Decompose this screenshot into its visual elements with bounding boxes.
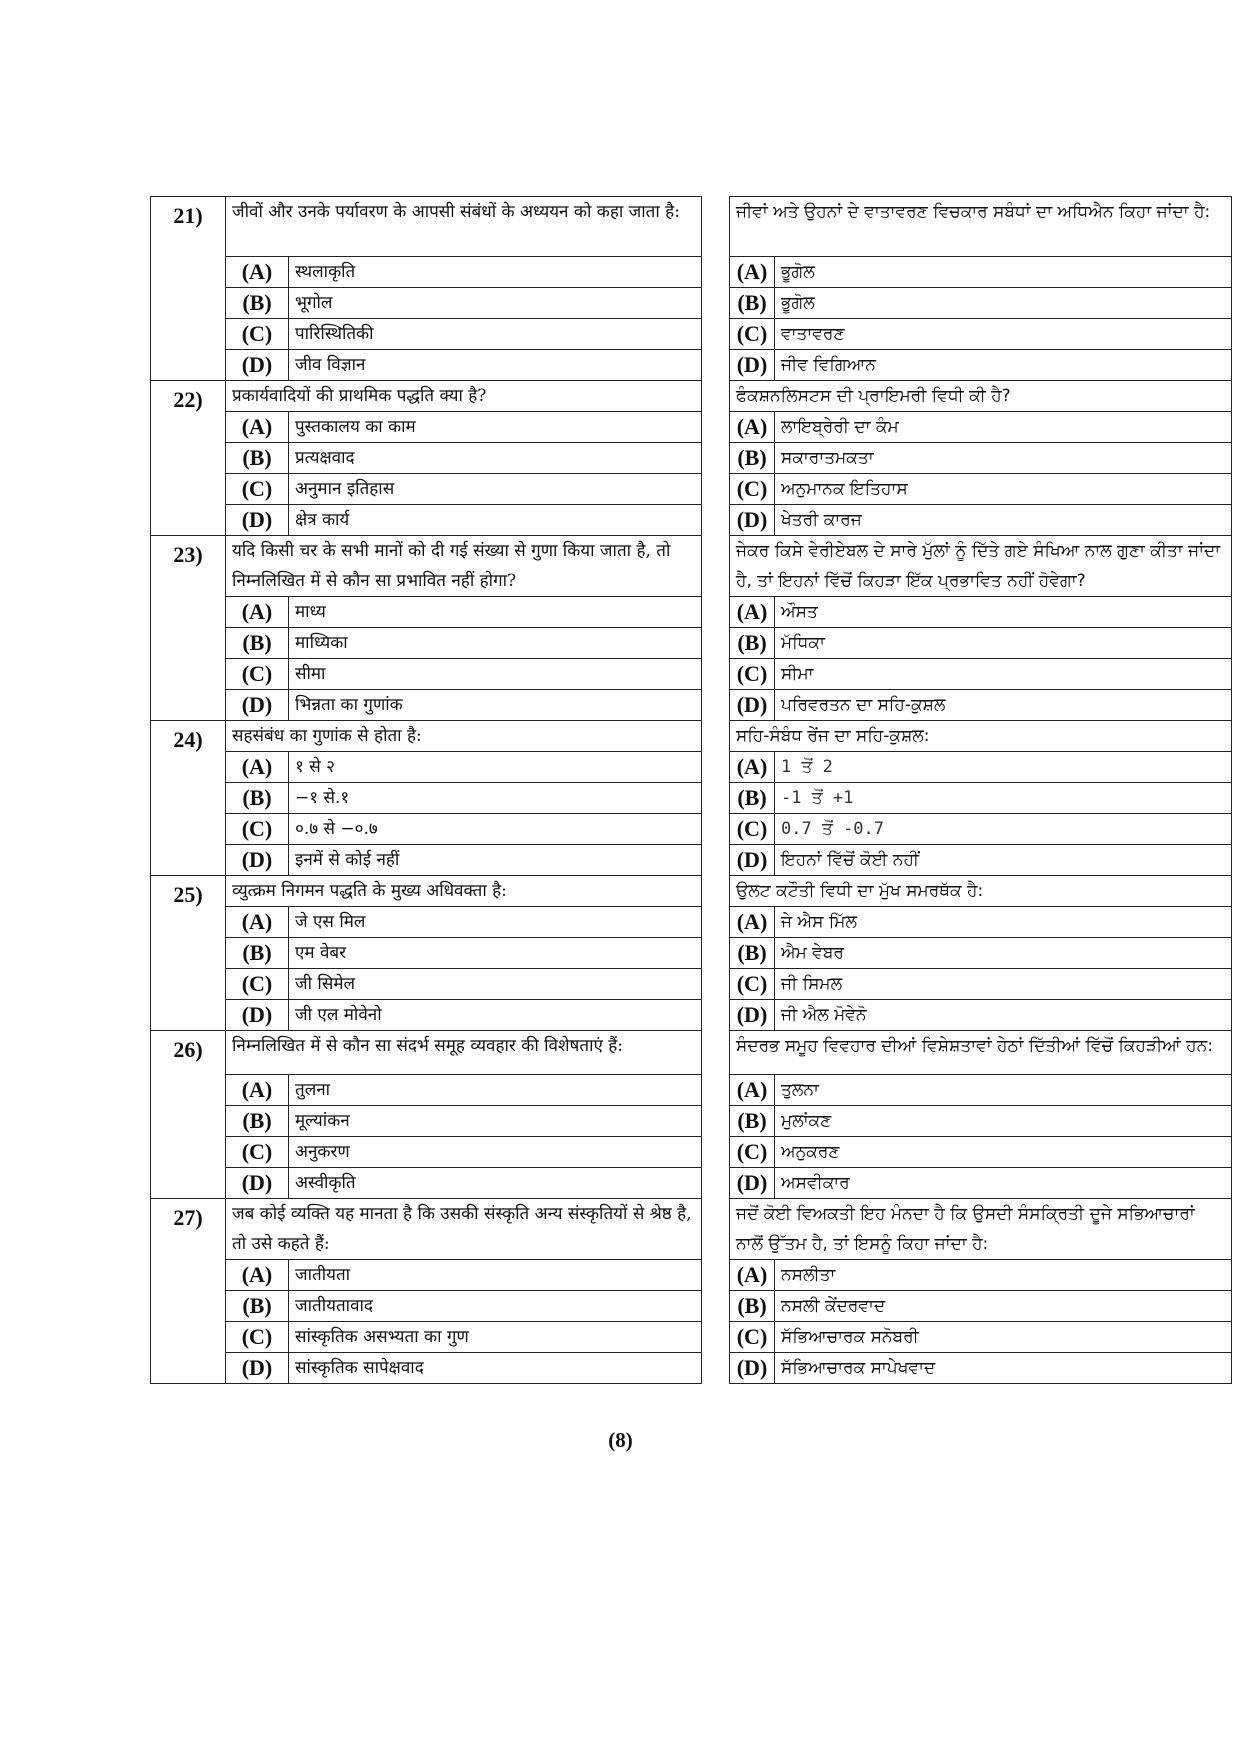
option-text-hindi: सांस्कृतिक असभ्यता का गुण <box>289 1322 702 1353</box>
question-text-hindi: प्रकार्यवादियों की प्राथमिक पद्धति क्या है? <box>226 381 702 412</box>
option-text-punjabi: ਐਮ ਵੇਬਰ <box>775 938 1232 969</box>
option-text-punjabi: ਖੇਤਰੀ ਕਾਰਜ <box>775 505 1232 536</box>
question-text-punjabi: ਫੰਕਸ਼ਨਲਿਸਟਸ ਦੀ ਪ੍ਰਾਇਮਰੀ ਵਿਧੀ ਕੀ ਹੈ? <box>730 381 1232 412</box>
option-text-punjabi: ਭੂਗੋਲ <box>775 288 1232 319</box>
question-row <box>151 876 1232 907</box>
option-text-hindi: एम वेबर <box>289 938 702 969</box>
option-text-hindi: स्थलाकृति <box>289 257 702 288</box>
option-label-punjabi: (A) <box>730 1075 775 1106</box>
option-text-punjabi: -1 ਤੋਂ +1 <box>775 783 1232 814</box>
option-text-hindi: जातीयता <box>289 1260 702 1291</box>
option-label-hindi: (D) <box>226 505 289 536</box>
option-label-hindi: (A) <box>226 597 289 628</box>
option-label-hindi: (C) <box>226 1137 289 1168</box>
option-text-punjabi: ਅਨੁਕਰਣ <box>775 1137 1232 1168</box>
option-text-hindi: सीमा <box>289 659 702 690</box>
question-text-hindi: व्युत्क्रम निगमन पद्धति के मुख्य अधिवक्ता है: <box>226 876 702 907</box>
question-text-hindi: यदि किसी चर के सभी मानों को दी गई संख्या से गुणा किया जाता है, तो निम्नलिखित में से कौन सा प्रभावित नहीं होगा? <box>226 536 702 597</box>
question-row <box>151 197 1232 257</box>
option-label-hindi: (B) <box>226 628 289 659</box>
option-label-hindi: (B) <box>226 1291 289 1322</box>
option-row <box>151 1000 1232 1031</box>
option-label-punjabi: (C) <box>730 474 775 505</box>
option-text-punjabi: ਜੀਵ ਵਿਗਿਆਨ <box>775 350 1232 381</box>
option-label-hindi: (A) <box>226 257 289 288</box>
option-row <box>151 969 1232 1000</box>
question-text-punjabi: ਸਹਿ-ਸੰਬੰਧ ਰੇਂਜ ਦਾ ਸਹਿ-ਕੁਸ਼ਲ: <box>730 721 1232 752</box>
column-gap <box>702 1199 730 1384</box>
option-row <box>151 783 1232 814</box>
option-label-hindi: (A) <box>226 1075 289 1106</box>
option-text-hindi: माध्यिका <box>289 628 702 659</box>
option-label-hindi: (A) <box>226 907 289 938</box>
column-gap <box>702 721 730 876</box>
option-text-hindi: तुलना <box>289 1075 702 1106</box>
option-row <box>151 288 1232 319</box>
option-text-hindi: १ से २ <box>289 752 702 783</box>
option-row <box>151 350 1232 381</box>
option-text-punjabi: ਲਾਇਬ੍ਰੇਰੀ ਦਾ ਕੰਮ <box>775 412 1232 443</box>
option-row <box>151 690 1232 721</box>
question-number: 23) <box>151 536 226 721</box>
question-row <box>151 536 1232 597</box>
option-row <box>151 474 1232 505</box>
option-label-punjabi: (A) <box>730 907 775 938</box>
option-label-punjabi: (D) <box>730 845 775 876</box>
option-label-punjabi: (A) <box>730 412 775 443</box>
option-row <box>151 1168 1232 1199</box>
option-row <box>151 1291 1232 1322</box>
option-text-punjabi: ਜੀ ਐਲ ਮੋਵੇਨੋ <box>775 1000 1232 1031</box>
question-text-punjabi: ਜਦੋਂ ਕੋਈ ਵਿਅਕਤੀ ਇਹ ਮੰਨਦਾ ਹੈ ਕਿ ਉਸਦੀ ਸੰਸਕ੍ਰਿਤੀ ਦੂਜੇ ਸਭਿਆਚਾਰਾਂ ਨਾਲੋਂ ਉੱਤਮ ਹੈ, ਤਾਂ ਇਸਨੂੰ ਕਿਹਾ ਜਾਂਦਾ ਹੈ: <box>730 1199 1232 1260</box>
option-label-punjabi: (B) <box>730 288 775 319</box>
question-number: 27) <box>151 1199 226 1384</box>
option-label-punjabi: (D) <box>730 350 775 381</box>
option-row <box>151 319 1232 350</box>
option-text-punjabi: 0.7 ਤੋਂ -0.7 <box>775 814 1232 845</box>
option-row <box>151 628 1232 659</box>
question-number: 24) <box>151 721 226 876</box>
option-label-hindi: (D) <box>226 845 289 876</box>
question-text-hindi: निम्नलिखित में से कौन सा संदर्भ समूह व्यवहार की विशेषताएं हैं: <box>226 1031 702 1075</box>
option-label-punjabi: (C) <box>730 969 775 1000</box>
option-text-punjabi: ਔਸਤ <box>775 597 1232 628</box>
option-row <box>151 938 1232 969</box>
option-label-hindi: (D) <box>226 1000 289 1031</box>
option-row <box>151 907 1232 938</box>
option-label-punjabi: (D) <box>730 1000 775 1031</box>
question-number: 25) <box>151 876 226 1031</box>
option-row <box>151 1322 1232 1353</box>
option-text-hindi: जे एस मिल <box>289 907 702 938</box>
question-text-hindi: सहसंबंध का गुणांक से होता है: <box>226 721 702 752</box>
question-number: 26) <box>151 1031 226 1199</box>
option-text-punjabi: ਮੱਧਿਕਾ <box>775 628 1232 659</box>
option-row <box>151 412 1232 443</box>
page-number: (8) <box>608 1428 633 1452</box>
option-row <box>151 814 1232 845</box>
option-text-punjabi: ਵਾਤਾਵਰਣ <box>775 319 1232 350</box>
question-table-body <box>151 197 1232 1384</box>
question-row <box>151 721 1232 752</box>
option-row <box>151 845 1232 876</box>
option-text-punjabi: ਤੁਲਨਾ <box>775 1075 1232 1106</box>
option-text-hindi: इनमें से कोई नहीं <box>289 845 702 876</box>
option-label-punjabi: (D) <box>730 505 775 536</box>
option-label-hindi: (B) <box>226 1106 289 1137</box>
option-label-hindi: (C) <box>226 319 289 350</box>
option-label-punjabi: (C) <box>730 659 775 690</box>
option-row <box>151 597 1232 628</box>
option-text-hindi: अस्वीकृति <box>289 1168 702 1199</box>
column-gap <box>702 536 730 721</box>
option-row <box>151 1260 1232 1291</box>
question-text-punjabi: ਜੀਵਾਂ ਅਤੇ ਉਹਨਾਂ ਦੇ ਵਾਤਾਵਰਣ ਵਿਚਕਾਰ ਸਬੰਧਾਂ ਦਾ ਅਧਿਐਨ ਕਿਹਾ ਜਾਂਦਾ ਹੈ: <box>730 197 1232 257</box>
option-text-punjabi: ਨਸਲੀਤਾ <box>775 1260 1232 1291</box>
option-text-hindi: माध्य <box>289 597 702 628</box>
column-gap <box>702 1031 730 1199</box>
option-label-punjabi: (B) <box>730 1106 775 1137</box>
option-label-punjabi: (B) <box>730 783 775 814</box>
option-label-hindi: (B) <box>226 288 289 319</box>
option-label-punjabi: (C) <box>730 319 775 350</box>
option-label-hindi: (A) <box>226 1260 289 1291</box>
option-label-punjabi: (B) <box>730 938 775 969</box>
option-text-punjabi: ਸਕਾਰਾਤਮਕਤਾ <box>775 443 1232 474</box>
question-number: 22) <box>151 381 226 536</box>
option-text-punjabi: ਜੇ ਐਸ ਮਿੱਲ <box>775 907 1232 938</box>
option-label-hindi: (C) <box>226 474 289 505</box>
option-text-punjabi: ਸੀਮਾ <box>775 659 1232 690</box>
option-label-hindi: (C) <box>226 1322 289 1353</box>
option-label-hindi: (C) <box>226 814 289 845</box>
option-row <box>151 1075 1232 1106</box>
option-text-hindi: पुस्तकालय का काम <box>289 412 702 443</box>
option-text-punjabi: ਅਨੁਮਾਨਕ ਇਤਿਹਾਸ <box>775 474 1232 505</box>
question-text-punjabi: ਜੇਕਰ ਕਿਸੇ ਵੇਰੀਏਬਲ ਦੇ ਸਾਰੇ ਮੁੱਲਾਂ ਨੂੰ ਦਿੱਤੇ ਗਏ ਸੰਖਿਆ ਨਾਲ ਗੁਣਾ ਕੀਤਾ ਜਾਂਦਾ ਹੈ, ਤਾਂ ਇਹਨਾਂ ਵਿੱਚੋਂ ਕਿਹੜਾ ਇੱਕ ਪ੍ਰਭਾਵਿਤ ਨਹੀਂ ਹੋਵੇਗਾ? <box>730 536 1232 597</box>
option-label-hindi: (C) <box>226 659 289 690</box>
option-text-punjabi: ਸੱਭਿਆਚਾਰਕ ਸਨੋਬਰੀ <box>775 1322 1232 1353</box>
option-label-hindi: (B) <box>226 443 289 474</box>
option-text-hindi: −१ से.१ <box>289 783 702 814</box>
question-row <box>151 1031 1232 1075</box>
option-label-punjabi: (D) <box>730 690 775 721</box>
option-label-hindi: (B) <box>226 938 289 969</box>
option-text-punjabi: ਮੁਲਾਂਕਣ <box>775 1106 1232 1137</box>
option-text-hindi: पारिस्थितिकी <box>289 319 702 350</box>
option-label-punjabi: (A) <box>730 752 775 783</box>
option-label-hindi: (D) <box>226 350 289 381</box>
option-label-punjabi: (D) <box>730 1168 775 1199</box>
option-row <box>151 1106 1232 1137</box>
option-text-punjabi: ਅਸਵੀਕਾਰ <box>775 1168 1232 1199</box>
option-label-punjabi: (C) <box>730 814 775 845</box>
option-label-hindi: (A) <box>226 412 289 443</box>
option-row <box>151 505 1232 536</box>
option-text-punjabi: 1 ਤੋਂ 2 <box>775 752 1232 783</box>
option-label-hindi: (D) <box>226 1168 289 1199</box>
option-text-punjabi: ਇਹਨਾਂ ਵਿੱਚੋਂ ਕੋਈ ਨਹੀਂ <box>775 845 1232 876</box>
option-label-hindi: (B) <box>226 783 289 814</box>
option-text-punjabi: ਪਰਿਵਰਤਨ ਦਾ ਸਹਿ-ਕੁਸ਼ਲ <box>775 690 1232 721</box>
question-text-punjabi: ਸੰਦਰਭ ਸਮੂਹ ਵਿਵਹਾਰ ਦੀਆਂ ਵਿਸ਼ੇਸ਼ਤਾਵਾਂ ਹੇਠਾਂ ਦਿੱਤੀਆਂ ਵਿੱਚੋਂ ਕਿਹੜੀਆਂ ਹਨ: <box>730 1031 1232 1075</box>
option-label-punjabi: (B) <box>730 628 775 659</box>
option-label-hindi: (C) <box>226 969 289 1000</box>
option-text-punjabi: ਸੱਭਿਆਚਾਰਕ ਸਾਪੇਖਵਾਦ <box>775 1353 1232 1384</box>
option-row <box>151 1353 1232 1384</box>
option-label-hindi: (D) <box>226 1353 289 1384</box>
option-text-punjabi: ਭੂਗੋਲ <box>775 257 1232 288</box>
option-text-hindi: प्रत्यक्षवाद <box>289 443 702 474</box>
option-row <box>151 752 1232 783</box>
question-number: 21) <box>151 197 226 381</box>
option-row <box>151 659 1232 690</box>
question-text-punjabi: ਉਲਟ ਕਟੌਤੀ ਵਿਧੀ ਦਾ ਮੁੱਖ ਸਮਰਥੱਕ ਹੈ: <box>730 876 1232 907</box>
question-text-hindi: जब कोई व्यक्ति यह मानता है कि उसकी संस्कृति अन्य संस्कृतियों से श्रेष्ठ है, तो उसे कहते हैं: <box>226 1199 702 1260</box>
option-text-hindi: क्षेत्र कार्य <box>289 505 702 536</box>
column-gap <box>702 876 730 1031</box>
option-row <box>151 443 1232 474</box>
option-label-hindi: (A) <box>226 752 289 783</box>
column-gap <box>702 197 730 381</box>
option-text-hindi: जातीयतावाद <box>289 1291 702 1322</box>
option-label-punjabi: (B) <box>730 1291 775 1322</box>
question-row <box>151 381 1232 412</box>
option-label-hindi: (D) <box>226 690 289 721</box>
question-table <box>150 196 1232 1384</box>
option-row <box>151 1137 1232 1168</box>
option-label-punjabi: (B) <box>730 443 775 474</box>
option-label-punjabi: (D) <box>730 1353 775 1384</box>
option-text-hindi: भिन्नता का गुणांक <box>289 690 702 721</box>
option-text-hindi: जी सिमेल <box>289 969 702 1000</box>
option-text-hindi: भूगोल <box>289 288 702 319</box>
question-text-hindi: जीवों और उनके पर्यावरण के आपसी संबंधों के अध्ययन को कहा जाता है: <box>226 197 702 257</box>
option-text-hindi: जी एल मोवेनो <box>289 1000 702 1031</box>
option-label-punjabi: (C) <box>730 1137 775 1168</box>
option-text-hindi: जीव विज्ञान <box>289 350 702 381</box>
option-text-hindi: अनुमान इतिहास <box>289 474 702 505</box>
option-text-hindi: अनुकरण <box>289 1137 702 1168</box>
column-gap <box>702 381 730 536</box>
option-label-punjabi: (A) <box>730 257 775 288</box>
option-text-hindi: सांस्कृतिक सापेक्षवाद <box>289 1353 702 1384</box>
option-text-hindi: ०.७ से −०.७ <box>289 814 702 845</box>
option-label-punjabi: (C) <box>730 1322 775 1353</box>
option-text-punjabi: ਨਸਲੀ ਕੇਂਦਰਵਾਦ <box>775 1291 1232 1322</box>
option-text-punjabi: ਜੀ ਸਿਮਲ <box>775 969 1232 1000</box>
option-label-punjabi: (A) <box>730 597 775 628</box>
option-text-hindi: मूल्यांकन <box>289 1106 702 1137</box>
option-label-punjabi: (A) <box>730 1260 775 1291</box>
option-row <box>151 257 1232 288</box>
question-row <box>151 1199 1232 1260</box>
